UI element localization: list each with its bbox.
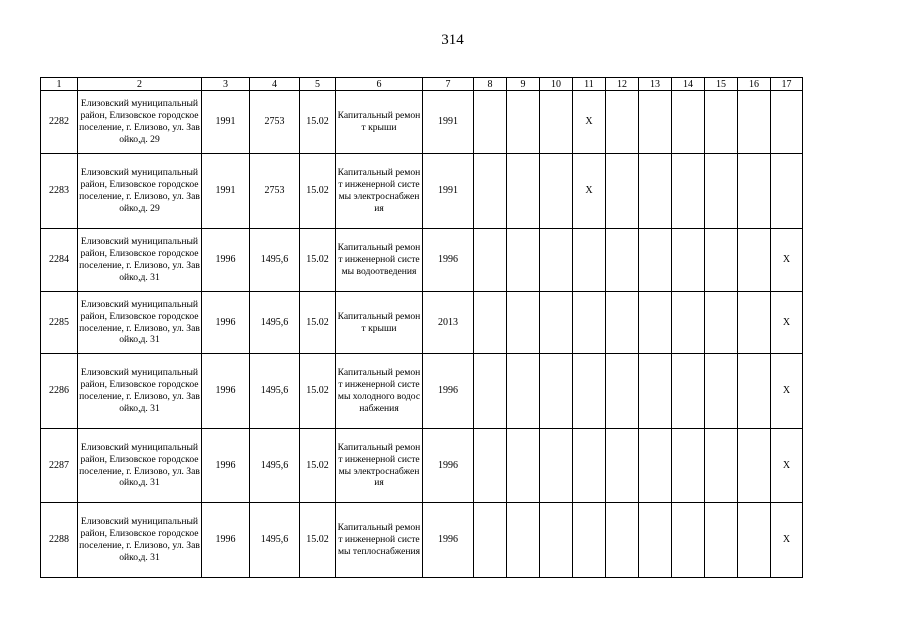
- total-area-cell: 1495,6: [250, 354, 300, 429]
- column-header: 16: [738, 78, 771, 91]
- column-header: 9: [507, 78, 540, 91]
- col-10-cell: [540, 354, 573, 429]
- year-cell: 2013: [423, 292, 474, 354]
- record-number-cell: 2284: [41, 229, 78, 292]
- table-row: [41, 154, 803, 229]
- col-8-cell: [474, 354, 507, 429]
- year-cell: 1991: [423, 154, 474, 229]
- year-built-cell: 1991: [202, 91, 250, 154]
- page-number: 314: [441, 32, 464, 48]
- column-header: 7: [423, 78, 474, 91]
- column-header: 15: [705, 78, 738, 91]
- col-17-cell: Х: [771, 354, 803, 429]
- col-11-cell: Х: [573, 154, 606, 229]
- address-cell: Елизовский муниципальный район, Елизовское городское поселение, г. Елизово, ул. Завойко,д. 31: [78, 503, 202, 578]
- work-type-cell: Капитальный ремонт инженерной системы теплоснабжения: [336, 503, 423, 578]
- col-13-cell: [639, 429, 672, 503]
- column-header: 4: [250, 78, 300, 91]
- col-9-cell: [507, 91, 540, 154]
- col-9-cell: [507, 154, 540, 229]
- col-12-cell: [606, 91, 639, 154]
- column-header: 12: [606, 78, 639, 91]
- col-8-cell: [474, 154, 507, 229]
- col-15-cell: [705, 292, 738, 354]
- col-17-cell: Х: [771, 503, 803, 578]
- col-11-cell: [573, 354, 606, 429]
- col-8-cell: [474, 229, 507, 292]
- table-row: [41, 229, 803, 292]
- year-cell: 1996: [423, 503, 474, 578]
- record-number-cell: 2282: [41, 91, 78, 154]
- col-15-cell: [705, 503, 738, 578]
- col-12-cell: [606, 503, 639, 578]
- year-cell: 1996: [423, 229, 474, 292]
- col-10-cell: [540, 503, 573, 578]
- col-8-cell: [474, 503, 507, 578]
- col-15-cell: [705, 154, 738, 229]
- col-11-cell: [573, 429, 606, 503]
- table-row: [41, 429, 803, 503]
- year-built-cell: 1991: [202, 154, 250, 229]
- col-17-cell: Х: [771, 292, 803, 354]
- code-cell: 15.02: [300, 229, 336, 292]
- col-12-cell: [606, 154, 639, 229]
- code-cell: 15.02: [300, 154, 336, 229]
- col-15-cell: [705, 229, 738, 292]
- column-header: 14: [672, 78, 705, 91]
- code-cell: 15.02: [300, 429, 336, 503]
- code-cell: 15.02: [300, 503, 336, 578]
- header-row: [41, 78, 803, 91]
- address-cell: Елизовский муниципальный район, Елизовское городское поселение, г. Елизово, ул. Завойко,д. 31: [78, 354, 202, 429]
- col-10-cell: [540, 154, 573, 229]
- table-row: [41, 503, 803, 578]
- col-12-cell: [606, 292, 639, 354]
- record-number-cell: 2285: [41, 292, 78, 354]
- col-9-cell: [507, 503, 540, 578]
- col-11-cell: [573, 292, 606, 354]
- year-cell: 1996: [423, 354, 474, 429]
- record-number-cell: 2283: [41, 154, 78, 229]
- address-cell: Елизовский муниципальный район, Елизовское городское поселение, г. Елизово, ул. Завойко,д. 29: [78, 91, 202, 154]
- col-16-cell: [738, 503, 771, 578]
- col-13-cell: [639, 292, 672, 354]
- col-9-cell: [507, 429, 540, 503]
- column-header: 5: [300, 78, 336, 91]
- col-12-cell: [606, 354, 639, 429]
- col-14-cell: [672, 292, 705, 354]
- address-cell: Елизовский муниципальный район, Елизовское городское поселение, г. Елизово, ул. Завойко,д. 29: [78, 154, 202, 229]
- column-header: 1: [41, 78, 78, 91]
- address-cell: Елизовский муниципальный район, Елизовское городское поселение, г. Елизово, ул. Завойко,д. 31: [78, 429, 202, 503]
- col-11-cell: [573, 503, 606, 578]
- col-17-cell: [771, 91, 803, 154]
- col-10-cell: [540, 292, 573, 354]
- col-13-cell: [639, 354, 672, 429]
- col-16-cell: [738, 354, 771, 429]
- record-number-cell: 2286: [41, 354, 78, 429]
- col-14-cell: [672, 91, 705, 154]
- total-area-cell: 2753: [250, 154, 300, 229]
- col-13-cell: [639, 229, 672, 292]
- col-14-cell: [672, 229, 705, 292]
- col-10-cell: [540, 229, 573, 292]
- col-15-cell: [705, 429, 738, 503]
- col-15-cell: [705, 354, 738, 429]
- total-area-cell: 1495,6: [250, 429, 300, 503]
- col-9-cell: [507, 229, 540, 292]
- address-cell: Елизовский муниципальный район, Елизовское городское поселение, г. Елизово, ул. Завойко,д. 31: [78, 292, 202, 354]
- col-16-cell: [738, 91, 771, 154]
- year-built-cell: 1996: [202, 429, 250, 503]
- col-16-cell: [738, 292, 771, 354]
- work-type-cell: Капитальный ремонт инженерной системы холодного водоснабжения: [336, 354, 423, 429]
- record-number-cell: 2288: [41, 503, 78, 578]
- col-9-cell: [507, 292, 540, 354]
- col-11-cell: Х: [573, 91, 606, 154]
- table-row: [41, 292, 803, 354]
- col-16-cell: [738, 229, 771, 292]
- col-9-cell: [507, 354, 540, 429]
- work-type-cell: Капитальный ремонт крыши: [336, 91, 423, 154]
- total-area-cell: 2753: [250, 91, 300, 154]
- year-built-cell: 1996: [202, 503, 250, 578]
- col-17-cell: Х: [771, 229, 803, 292]
- col-16-cell: [738, 154, 771, 229]
- col-14-cell: [672, 154, 705, 229]
- registry-table: [40, 77, 803, 578]
- column-header: 2: [78, 78, 202, 91]
- col-15-cell: [705, 91, 738, 154]
- col-10-cell: [540, 429, 573, 503]
- work-type-cell: Капитальный ремонт инженерной системы электроснабжения: [336, 154, 423, 229]
- col-10-cell: [540, 91, 573, 154]
- code-cell: 15.02: [300, 354, 336, 429]
- column-header: 8: [474, 78, 507, 91]
- address-cell: Елизовский муниципальный район, Елизовское городское поселение, г. Елизово, ул. Завойко,д. 31: [78, 229, 202, 292]
- col-12-cell: [606, 229, 639, 292]
- year-built-cell: 1996: [202, 354, 250, 429]
- col-13-cell: [639, 154, 672, 229]
- col-14-cell: [672, 354, 705, 429]
- registry-body: [41, 91, 803, 578]
- work-type-cell: Капитальный ремонт инженерной системы водоотведения: [336, 229, 423, 292]
- column-header: 13: [639, 78, 672, 91]
- year-built-cell: 1996: [202, 229, 250, 292]
- column-header: 3: [202, 78, 250, 91]
- total-area-cell: 1495,6: [250, 292, 300, 354]
- table-row: [41, 91, 803, 154]
- work-type-cell: Капитальный ремонт инженерной системы электроснабжения: [336, 429, 423, 503]
- column-header: 11: [573, 78, 606, 91]
- col-17-cell: Х: [771, 429, 803, 503]
- col-16-cell: [738, 429, 771, 503]
- code-cell: 15.02: [300, 91, 336, 154]
- col-13-cell: [639, 503, 672, 578]
- col-8-cell: [474, 429, 507, 503]
- col-13-cell: [639, 91, 672, 154]
- col-11-cell: [573, 229, 606, 292]
- col-14-cell: [672, 429, 705, 503]
- record-number-cell: 2287: [41, 429, 78, 503]
- work-type-cell: Капитальный ремонт крыши: [336, 292, 423, 354]
- table-row: [41, 354, 803, 429]
- column-header: 17: [771, 78, 803, 91]
- col-14-cell: [672, 503, 705, 578]
- code-cell: 15.02: [300, 292, 336, 354]
- year-built-cell: 1996: [202, 292, 250, 354]
- col-17-cell: [771, 154, 803, 229]
- year-cell: 1996: [423, 429, 474, 503]
- total-area-cell: 1495,6: [250, 503, 300, 578]
- col-12-cell: [606, 429, 639, 503]
- col-8-cell: [474, 91, 507, 154]
- total-area-cell: 1495,6: [250, 229, 300, 292]
- column-header: 6: [336, 78, 423, 91]
- year-cell: 1991: [423, 91, 474, 154]
- column-header: 10: [540, 78, 573, 91]
- col-8-cell: [474, 292, 507, 354]
